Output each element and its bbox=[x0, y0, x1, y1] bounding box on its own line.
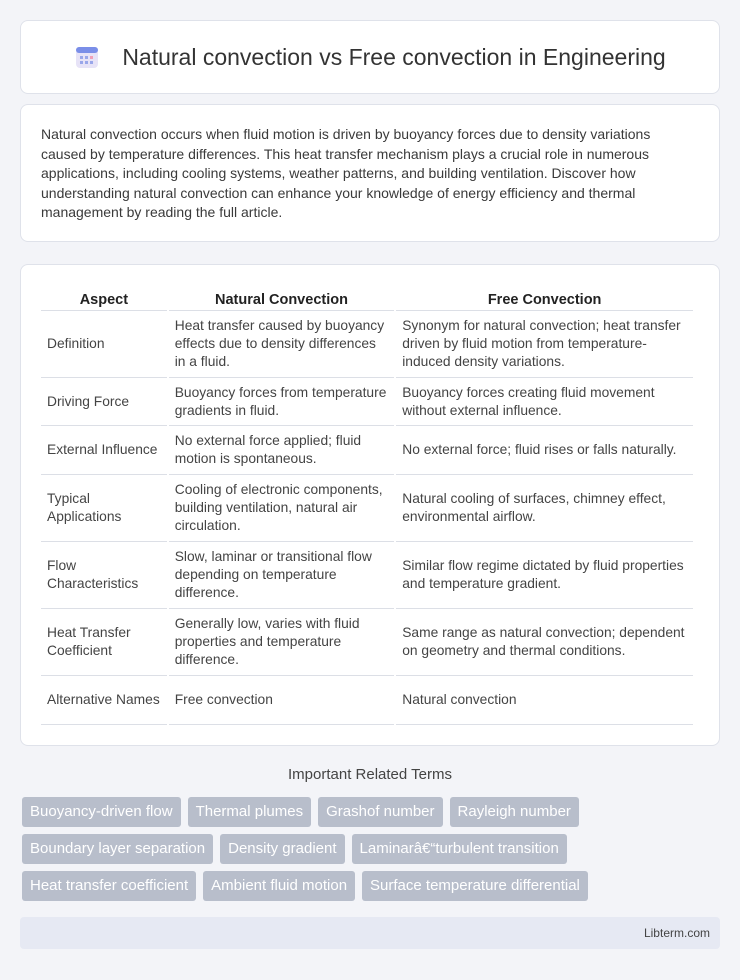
table-cell: Generally low, varies with fluid properties and temperature difference. bbox=[169, 609, 395, 676]
table-cell: Buoyancy forces from temperature gradients in fluid. bbox=[169, 378, 395, 426]
table-cell: Natural convection bbox=[396, 676, 693, 725]
table-cell: No external force; fluid rises or falls naturally. bbox=[396, 426, 693, 475]
tag-boundary-layer-separation[interactable]: Boundary layer separation bbox=[22, 834, 213, 864]
footer-site-link[interactable]: Libterm.com bbox=[643, 926, 710, 940]
header-natural-convection: Natural Convection bbox=[169, 285, 395, 311]
table-cell: No external force applied; fluid motion is spontaneous. bbox=[169, 426, 395, 475]
table-row bbox=[41, 475, 693, 542]
table-cell: Synonym for natural convection; heat transfer driven by fluid motion from temperature-induced density variations. bbox=[396, 311, 693, 378]
table-row bbox=[41, 542, 693, 609]
table-cell: Definition bbox=[41, 311, 167, 378]
intro-card bbox=[20, 104, 720, 242]
tag-surface-temperature-differential[interactable]: Surface temperature differential bbox=[362, 871, 588, 901]
footer bbox=[20, 917, 720, 949]
table-cell: Natural cooling of surfaces, chimney effect, environmental airflow. bbox=[396, 475, 693, 542]
tag-heat-transfer-coefficient[interactable]: Heat transfer coefficient bbox=[22, 871, 196, 901]
table-cell: Cooling of electronic components, building ventilation, natural air circulation. bbox=[169, 475, 395, 542]
table-cell: Free convection bbox=[169, 676, 395, 725]
table-cell: External Influence bbox=[41, 426, 167, 475]
tag-buoyancy-driven-flow[interactable]: Buoyancy-driven flow bbox=[22, 797, 181, 827]
table-cell: Alternative Names bbox=[41, 676, 167, 725]
table-row bbox=[41, 378, 693, 426]
tag-thermal-plumes[interactable]: Thermal plumes bbox=[188, 797, 312, 827]
table-cell: Slow, laminar or transitional flow depending on temperature difference. bbox=[169, 542, 395, 609]
header-aspect: Aspect bbox=[41, 285, 167, 311]
tag-row bbox=[22, 834, 722, 871]
table-cell: Same range as natural convection; dependent on geometry and thermal conditions. bbox=[396, 609, 693, 676]
table-header-row bbox=[41, 285, 693, 311]
table-cell: Driving Force bbox=[41, 378, 167, 426]
document-list-icon bbox=[74, 44, 100, 70]
related-terms-tags bbox=[22, 797, 722, 908]
tag-ambient-fluid-motion[interactable]: Ambient fluid motion bbox=[203, 871, 355, 901]
table-cell: Heat transfer caused by buoyancy effects due to density differences in a fluid. bbox=[169, 311, 395, 378]
tag-grashof-number[interactable]: Grashof number bbox=[318, 797, 442, 827]
related-terms-title: Important Related Terms bbox=[288, 766, 452, 783]
intro-text: Natural convection occurs when fluid motion is driven by buoyancy forces due to density variations caused by temperature differences. This heat transfer mechanism plays a crucial role in numerous applications, including cooling systems, weather patterns, and building ventilation. Discover how understanding natural convection can enhance your knowledge of energy efficiency and thermal management by reading the full article. bbox=[41, 126, 651, 220]
table-row bbox=[41, 676, 693, 725]
comparison-table-card bbox=[20, 264, 720, 746]
table-cell: Heat Transfer Coefficient bbox=[41, 609, 167, 676]
table-cell: Flow Characteristics bbox=[41, 542, 167, 609]
comparison-table bbox=[39, 285, 695, 725]
table-cell: Typical Applications bbox=[41, 475, 167, 542]
page-title: Natural convection vs Free convection in Engineering bbox=[122, 43, 666, 70]
header-card bbox=[20, 20, 720, 94]
table-cell: Buoyancy forces creating fluid movement without external influence. bbox=[396, 378, 693, 426]
table-cell: Similar flow regime dictated by fluid properties and temperature gradient. bbox=[396, 542, 693, 609]
tag-rayleigh-number[interactable]: Rayleigh number bbox=[450, 797, 579, 827]
tag-row bbox=[22, 797, 722, 834]
tag-density-gradient[interactable]: Density gradient bbox=[220, 834, 344, 864]
tag-laminar-turbulent-transition[interactable]: Laminarâ€“turbulent transition bbox=[352, 834, 567, 864]
tag-row bbox=[22, 871, 722, 908]
table-row bbox=[41, 609, 693, 676]
table-row bbox=[41, 426, 693, 475]
table-row bbox=[41, 311, 693, 378]
header-free-convection: Free Convection bbox=[396, 285, 693, 311]
